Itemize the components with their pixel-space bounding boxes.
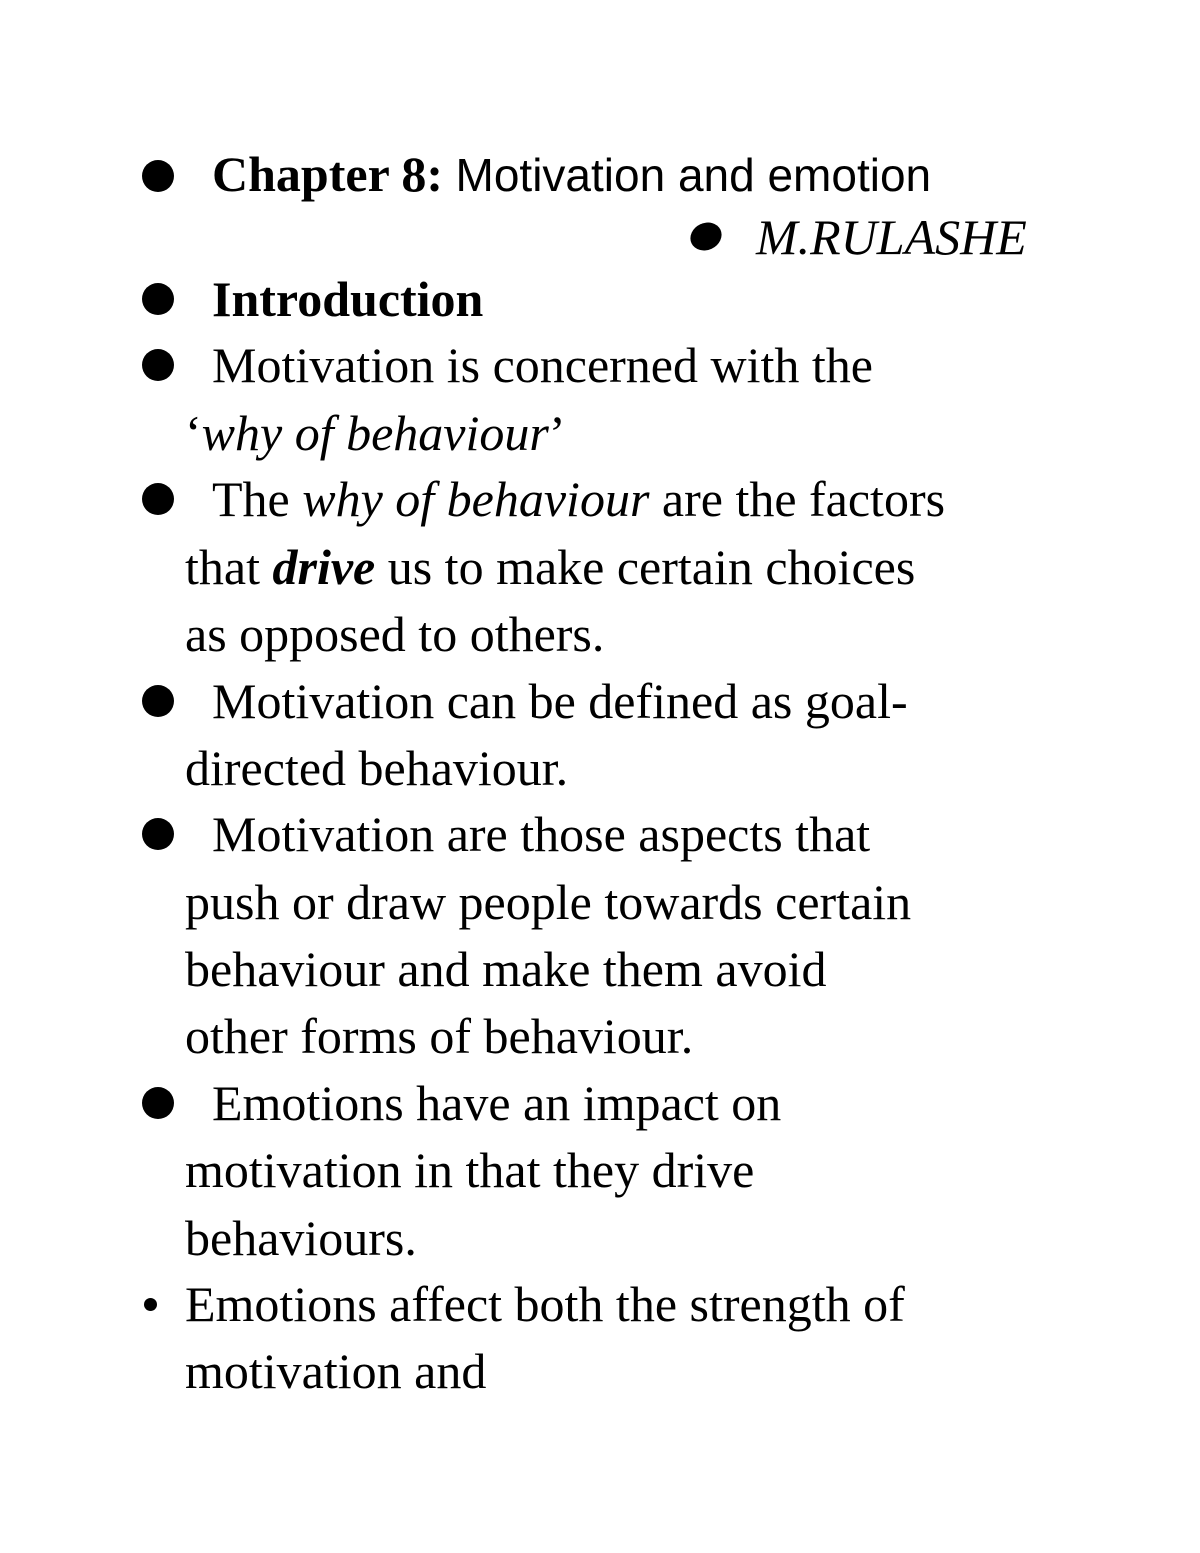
section-heading xyxy=(212,266,483,332)
author-name xyxy=(756,204,1027,270)
list-item-line: The why of behaviour are the factors xyxy=(212,471,946,527)
intro-heading: Introduction xyxy=(212,271,484,327)
list-item-line: that drive us to make certain choices xyxy=(185,539,916,595)
list-item-line: Emotions have an impact on xyxy=(212,1075,782,1131)
bullet-icon xyxy=(144,1298,157,1311)
list-item-line: Motivation is concerned with the xyxy=(212,337,873,393)
list-item-line: behaviours. xyxy=(185,1210,417,1266)
list-item-line: motivation in that they drive xyxy=(185,1142,755,1198)
bullet-icon xyxy=(142,483,174,515)
list-item-line: Emotions affect both the strength of xyxy=(185,1276,905,1332)
bullet-icon xyxy=(142,283,174,315)
author-text: M.RULASHE xyxy=(756,209,1027,265)
list-item-line: Motivation are those aspects that xyxy=(212,806,871,862)
bullet-icon xyxy=(142,818,174,850)
bullet-icon xyxy=(142,349,174,381)
list-item-line: ‘why of behaviour’ xyxy=(185,405,566,461)
list-item-line: directed behaviour. xyxy=(185,740,569,796)
bullet-icon xyxy=(142,160,174,192)
chapter-title: Motivation and emotion xyxy=(455,149,932,201)
list-item-line: push or draw people towards certain xyxy=(185,874,912,930)
bullet-icon xyxy=(686,218,726,256)
list-item-line: other forms of behaviour. xyxy=(185,1008,694,1064)
list-item-line: behaviour and make them avoid xyxy=(185,941,827,997)
bullet-icon xyxy=(142,685,174,717)
chapter-label: Chapter 8: xyxy=(212,146,444,202)
list-item-line: as opposed to others. xyxy=(185,606,605,662)
chapter-heading xyxy=(212,141,931,208)
list-item-line: Motivation can be defined as goal- xyxy=(212,673,908,729)
list-item-line: motivation and xyxy=(185,1343,487,1399)
bullet-icon xyxy=(142,1087,174,1119)
